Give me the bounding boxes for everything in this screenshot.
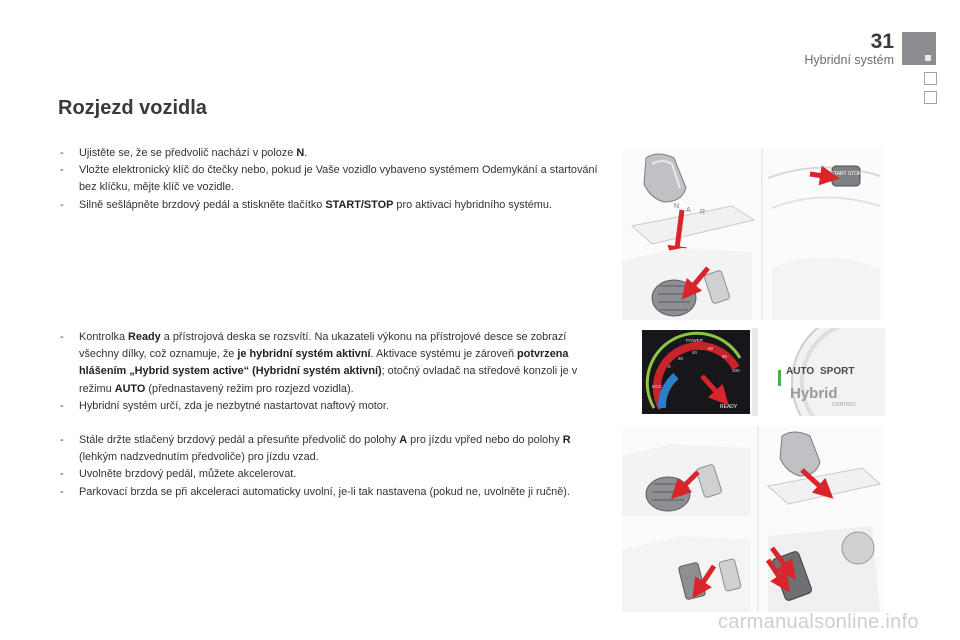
bullet-item — [60, 145, 608, 162]
bullet-item — [60, 329, 608, 398]
chapter-tab — [924, 72, 937, 85]
bold-text: AUTO — [114, 382, 146, 395]
text-run: a přístrojová deska se rozsvítí. Na ukazateli výkonu na přístrojové desce se zobrazí všechny dílky, což oznamuje, že — [79, 331, 567, 361]
instructions-ready — [60, 329, 608, 415]
bullet-item — [60, 197, 608, 214]
chapter-tab — [924, 91, 937, 104]
gauge-label: 80 — [722, 354, 728, 359]
gauge-label: 0 — [668, 364, 671, 369]
bold-text: R — [562, 434, 571, 446]
instructions-drive — [60, 432, 608, 501]
gauge-ready-label: READY — [720, 404, 738, 410]
illustration-ready — [640, 328, 885, 416]
gauge-label: 60 — [708, 346, 714, 351]
text-run: pro jízdu vpřed nebo do polohy — [407, 434, 563, 446]
gauge-label: 40 — [692, 350, 698, 355]
gauge-label: 20 — [678, 356, 684, 361]
hybrid-brand-word: Hybrid — [790, 385, 838, 402]
text-run: (přednastavený režim pro rozjezd vozidla). — [145, 382, 354, 395]
text-run: Kontrolka — [79, 331, 129, 343]
illustration-start — [622, 148, 884, 320]
instructions-start — [60, 145, 608, 214]
text-run: pro aktivaci hybridního systému. — [393, 198, 552, 211]
bold-text: A — [399, 434, 408, 446]
page-heading: Rozjezd vozidla — [58, 97, 207, 119]
bold-text: potvrzena hlášením „Hybrid system active“ (Hybridní systém aktivní) — [79, 348, 569, 378]
mode-sport-label: SPORT — [820, 366, 855, 377]
selector-mark: N — [674, 203, 680, 210]
text-run: Parkovací brzda se při akceleraci automaticky uvolní, je-li tak nastavena (pokud ne, uvolněte ji ručně). — [79, 485, 570, 498]
text-run: Uvolněte brzdový pedál, můžete akcelerovat. — [79, 468, 297, 481]
bullet-item — [60, 398, 608, 415]
bullet-item — [60, 466, 608, 483]
watermark: carmanualsonline.info — [718, 611, 919, 633]
bullet-item — [60, 484, 608, 501]
chapter-tab-active — [902, 32, 936, 65]
bold-text: Ready — [128, 331, 161, 343]
text-run: Hybridní systém určí, zda je nezbytné nastartovat naftový motor. — [79, 399, 389, 412]
mode-auto-label: AUTO — [786, 366, 815, 377]
bold-text: je hybridní systém aktivní — [237, 348, 371, 361]
gauge-label: ECO — [652, 384, 662, 389]
selector-mark: A — [686, 207, 691, 214]
section-title: Hybridní systém — [804, 53, 894, 67]
selector-mark: R — [700, 209, 706, 216]
page-number: 31 — [870, 30, 894, 53]
start-stop-label: START STOP — [830, 171, 862, 177]
text-run: Ujistěte se, že se předvolič nachází v poloze — [79, 147, 297, 159]
text-run: Stále držte stlačený brzdový pedál a přesuňte předvolič do polohy — [79, 434, 400, 446]
text-run: (lehkým nadzvednutím předvoliče) pro jízdu vzad. — [79, 451, 319, 464]
gauge-label: POWER — [686, 338, 704, 343]
text-run: . Aktivace systému je zároveň — [370, 348, 518, 361]
bold-text: START/STOP — [325, 198, 394, 211]
bullet-item — [60, 162, 608, 196]
illustration-drive — [622, 426, 884, 612]
text-run: . — [304, 147, 308, 159]
bullet-item — [60, 432, 608, 466]
bold-text: N — [296, 147, 305, 159]
hybrid-brand-sub: CONTROL — [832, 402, 857, 408]
text-run: Silně sešlápněte brzdový pedál a stiskněte tlačítko — [79, 198, 326, 211]
text-run: ; otočný ovladač na středové konzoli je v režimu — [79, 365, 578, 395]
text-run: Vložte elektronický klíč do čtečky nebo, pokud je Vaše vozidlo vybaveno systémem Odemykání a startování bez klíčku, mějte klíč ve vozidle. — [79, 164, 598, 194]
gauge-label: 100 — [732, 368, 740, 373]
